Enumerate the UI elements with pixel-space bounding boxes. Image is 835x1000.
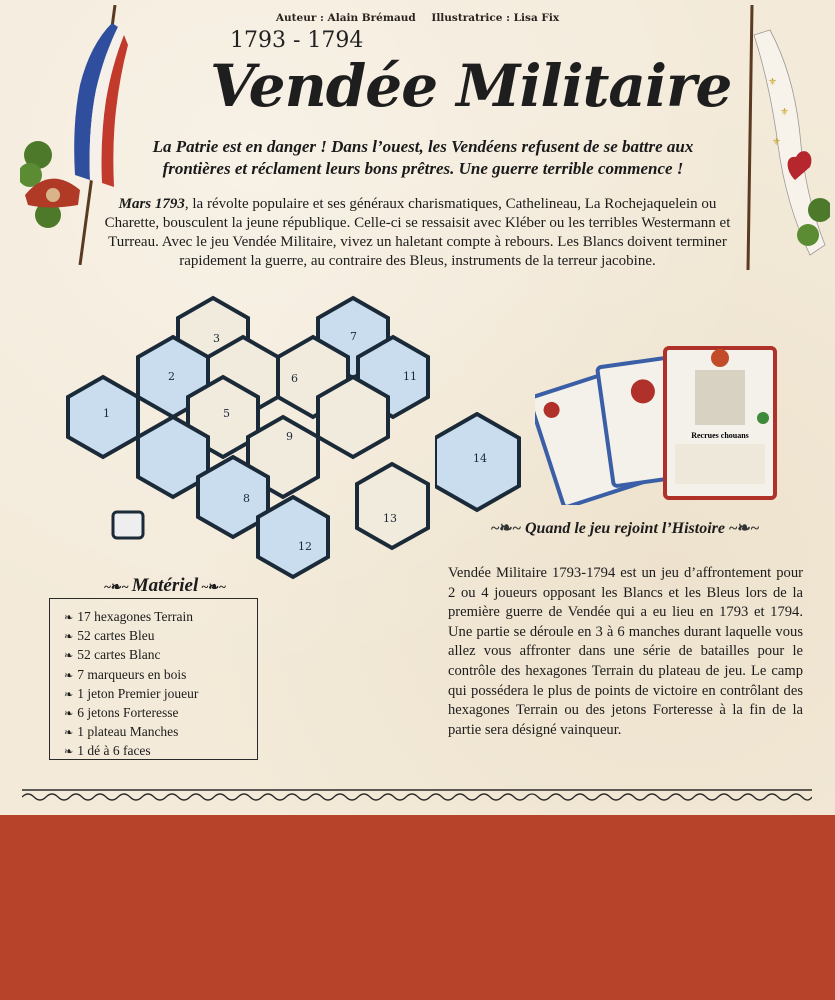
materiel-item — [64, 685, 254, 704]
bullet-icon: ❧ — [64, 708, 74, 721]
ornament-right-icon: ~❧~ — [725, 520, 760, 537]
lead-paragraph: La Patrie est en danger ! Dans l’ouest, les Vendéens refusent de se battre aux frontières et réclament leurs bons prêtres. Une guerre terrible commence ! — [152, 137, 694, 178]
svg-text:⚜: ⚜ — [768, 77, 777, 88]
hex-number: 3 — [213, 332, 220, 345]
materiel-item-text: 1 plateau Manches — [77, 724, 179, 740]
materiel-item-text: 52 cartes Blanc — [77, 647, 161, 663]
hex-number: 5 — [223, 407, 230, 420]
hex-map-extra-2 — [355, 462, 430, 552]
years: 1793 - 1794 — [230, 28, 364, 53]
ornament-right-icon: ~❧~ — [198, 579, 226, 594]
hex-number: 7 — [350, 330, 357, 343]
intro-paragraph — [96, 195, 739, 271]
bullet-icon: ❧ — [64, 688, 74, 701]
ornamental-divider — [22, 788, 812, 804]
bullet-icon: ❧ — [64, 650, 74, 663]
author-credit: Auteur : Alain Brémaud — [275, 12, 416, 24]
history-heading-text: Quand le jeu rejoint l’Histoire — [524, 520, 725, 537]
materiel-heading — [60, 575, 270, 597]
hex-number: 9 — [286, 430, 293, 443]
illustrator-credit: Illustratrice : Lisa Fix — [431, 12, 560, 24]
hex-map-extra — [435, 412, 527, 572]
fortress-token-icon — [113, 512, 143, 538]
svg-text:⚜: ⚜ — [780, 107, 789, 118]
game-title: Vendée Militaire — [210, 52, 732, 120]
hex-number: 8 — [243, 492, 250, 505]
svg-text:⚜: ⚜ — [772, 137, 781, 148]
bullet-icon: ❧ — [64, 746, 74, 759]
materiel-item — [64, 666, 254, 685]
hex-number: 11 — [403, 370, 417, 383]
bullet-icon: ❧ — [64, 727, 74, 740]
card-title: Recrues chouans — [691, 431, 749, 440]
intro-date: Mars 1793 — [118, 196, 185, 212]
materiel-item — [64, 646, 254, 665]
bullet-icon: ❧ — [64, 669, 74, 682]
materiel-item — [64, 723, 254, 742]
hex-number: 12 — [298, 540, 312, 553]
materiel-item — [64, 627, 254, 646]
bullet-icon: ❧ — [64, 612, 74, 624]
materiel-item-text: 7 marqueurs en bois — [77, 666, 187, 682]
hex-tile — [258, 497, 328, 577]
materiel-item-text: 52 cartes Bleu — [77, 628, 155, 644]
hex-number: 14 — [473, 452, 487, 465]
materiel-item — [64, 608, 254, 627]
game-cards-illustration — [535, 340, 780, 505]
hex-tile — [318, 377, 388, 457]
materiel-item — [64, 742, 254, 761]
materiel-item-text: 1 jeton Premier joueur — [77, 685, 199, 701]
hex-number: 2 — [168, 370, 175, 383]
hex-number: 6 — [291, 372, 298, 385]
history-heading — [455, 518, 795, 538]
materiel-item-text: 1 dé à 6 faces — [77, 743, 151, 759]
materiel-item — [64, 704, 254, 723]
materiel-item-text: 6 jetons Forteresse — [77, 705, 179, 721]
ornament-left-icon: ~❧~ — [104, 579, 132, 594]
materiel-heading-text: Matériel — [131, 575, 199, 596]
hex-number: 13 — [383, 512, 397, 525]
hex-number: 1 — [103, 407, 110, 420]
intro-text: , la révolte populaire et ses généraux charismatiques, Cathelineau, La Rochejaquelein ou Charette, bousculent la jeune république. Celle-ci se ressaisit avec Kléber ou les terribles Westermann et Turreau. Avec le jeu Vendée Militaire, vivez un haletant compte à rebours. Les Blancs doivent terminer rapidement la guerre, au contraire des Bleus, instruments de la terreur jacobine. — [104, 196, 731, 269]
history-paragraph: Vendée Militaire 1793-1794 est un jeu d’affrontement pour 2 ou 4 joueurs opposant les Blancs et les Bleus lors de la première guerre de Vendée qui a eu lieu en 1793 et 1794. Une partie se déroule en 3 à 6 manches durant laquelle vous allez vous affronter dans une série de batailles pour le contrôle des hexagones Terrain du plateau de jeu. Le camp qui possédera le plus de points de victoire en contrôlant des hexagones Terrain ou des jetons Forteresse à la fin de la partie sera désigné vainqueur. — [448, 565, 803, 738]
materiel-item-text: 17 hexagones Terrain — [77, 609, 193, 624]
ornament-left-icon: ~❧~ — [490, 520, 525, 537]
bullet-icon: ❧ — [64, 631, 74, 644]
bottom-color-band — [0, 815, 835, 1000]
materiel-list — [64, 608, 254, 762]
royalist-flag-illustration — [730, 5, 830, 270]
